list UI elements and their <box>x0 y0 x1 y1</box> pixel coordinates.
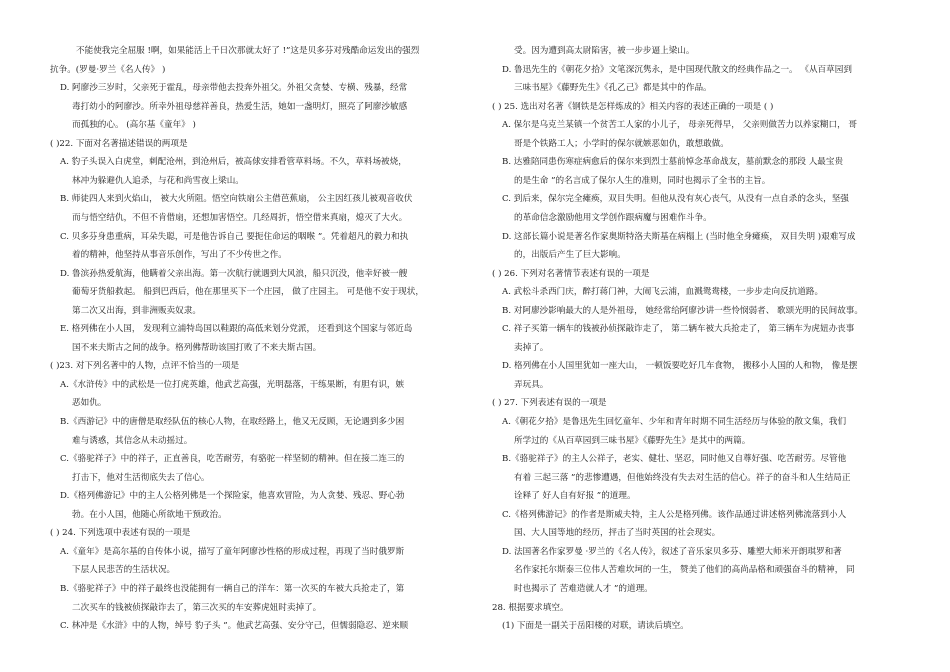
left-text-line: C. 林冲是《水浒》中的人物，绰号 豹子头 ”。他武艺高强、安分守己，但懦弱隐忍、逆来顺 <box>60 621 409 632</box>
right-text-line: D. 鲁迅先生的《朝花夕拾》文笔深沉隽永，是中国现代散文的经典作品之一。 《从百草园到 <box>502 64 852 75</box>
left-text-line: 着的精神，他坚持从事音乐创作，写出了不少传世之作。 <box>72 250 287 261</box>
right-text-line: D. 这部长篇小说是著名作家奥斯特洛夫斯基在病榻上 (当时他全身瘫痪， 双目失明 )艰难写成 <box>502 231 856 242</box>
left-text-line: 抗争。(罗曼·罗兰《名人传》 ) <box>50 64 166 75</box>
left-text-line: C.《骆驼祥子》中的祥子，正直善良，吃苦耐劳，有骆驼一样坚韧的精神。但在接二连三的 <box>60 454 405 465</box>
left-text-line: ( ) 24. 下列选项中表述有误的一项是 <box>50 528 191 539</box>
left-text-line: 下层人民悲苦的生活状况。 <box>72 565 176 576</box>
left-text-line: 国不来夫斯古之间的战争。格列佛帮助该国打败了不来夫斯古国。 <box>72 342 322 353</box>
left-text-line: C. 贝多芬身患重病，耳朵失聪，可是他告诉自己 要扼住命运的咽喉 ”。凭着超凡的毅力和执 <box>60 231 409 242</box>
right-text-line: 的是生命 ”的名言成了保尔人生的准则，同时也揭示了全书的主旨。 <box>514 175 771 186</box>
right-text-line: 所学过的《从百草园到三味书屋》《藤野先生》是其中的两篇。 <box>514 435 751 446</box>
right-text-line: ( ) 26. 下列对名著情节表述有误的一项是 <box>492 268 650 279</box>
right-text-line: 哥是个铁路工人；小学时的保尔就嫉恶如仇，敢想敢做。 <box>514 138 729 149</box>
left-text-line: 打击下，他对生活彻底失去了信心。 <box>72 472 210 483</box>
right-text-line: 国、大人国等地的经历，抨击了当时英国的社会现实。 <box>514 528 721 539</box>
right-text-line: B. 达雅陪同患伤寒症病愈后的保尔来到烈士墓前悼念革命战友，墓前默念的那段 人最宝贵 <box>502 157 844 168</box>
right-text-line: A. 保尔是乌克兰某镇一个贫苦工人家的小儿子， 母亲死得早， 父亲则做苦力以养家糊口， 哥 <box>502 120 858 131</box>
right-text-line: 的革命信念激励他用文学创作跟病魔与困难作斗争。 <box>514 212 712 223</box>
left-text-line: D. 鲁滨孙热爱航海，他瞒着父亲出海。第一次航行就遇到大风浪，船只沉没，他幸好被一艘 <box>60 268 408 279</box>
left-text-line: 毒打幼小的阿廖沙。所幸外祖母慈祥善良，热爱生活，她如一盏明灯，照亮了阿廖沙敏感 <box>72 101 408 112</box>
left-text-line: E. 格列佛在小人国， 发现利立浦特岛国以鞋跟的高低来划分党派， 还看到这个国家与邻近岛 <box>60 324 413 335</box>
left-text-line: B.《骆驼祥子》中的祥子最终也没能拥有一辆自己的洋车：第一次买的车被大兵抢走了，第 <box>60 583 405 594</box>
left-text-line: D. 阿廖沙三岁时，父亲死于霍乱，母亲带他去投奔外祖父。外祖父贪婪、专横、残暴，经常 <box>60 83 408 94</box>
left-text-line: 二次买车的钱被侦探敲诈去了，第三次买的车安葬虎妞时卖掉了。 <box>72 602 322 613</box>
right-text-line: D. 法国著名作家罗曼 ·罗兰的《名人传》，叙述了音乐家贝多芬、雕塑大师米开朗琪罗和著 <box>502 546 842 557</box>
right-text-line: ( ) 27. 下列表述有误的一项是 <box>492 398 607 409</box>
left-text-line: 难与诱惑，其信念从未动摇过。 <box>72 435 193 446</box>
left-text-line: 林冲为躲避仇人追杀，与花和尚雪夜上梁山。 <box>72 175 244 186</box>
right-text-line: C. 到后来，保尔完全瘫痪，双目失明。但他从没有灰心丧气，从没有一点自杀的念头，坚强 <box>502 194 849 205</box>
right-text-line: B. 对阿廖沙影响最大的人是外祖母， 她经常给阿廖沙讲一些怜悯弱者、 歌颂光明的民间故事。 <box>502 305 863 316</box>
right-text-line: 名作家托尔斯泰三位伟人苦难坎坷的一生， 赞美了他们的高尚品格和顽强奋斗的精神， 同 <box>514 565 855 576</box>
right-text-line: A.《朝花夕拾》是鲁迅先生回忆童年、少年和青年时期不同生活经历与体验的散文集，我们 <box>502 417 847 427</box>
left-text-line: 不能使我完全屈服 !啊，如果能活上千日次那就太好了 !”这是贝多芬对残酷命运发出的强烈 <box>76 46 420 56</box>
left-text-line: 葡萄牙货船救起。 船到巴西后，他在那里买下一个庄园， 做了庄园主。 可是他不安于现状， <box>72 287 424 298</box>
right-text-line: C.《格列佛游记》的作者是斯威夫特，主人公是格列佛。该作品通过讲述格列佛流落到小人 <box>502 509 847 520</box>
right-text-line: 时也揭示了 苦难造就人才 ”的道理。 <box>514 583 653 594</box>
right-text-line: 28. 根据要求填空。 <box>492 602 569 613</box>
left-text-line: A. 豹子头误入白虎堂，刺配沧州，到沧州后，被高俅安排看管草料场。不久，草料场被烧， <box>60 157 407 168</box>
right-text-line: 弄玩具。 <box>514 379 549 390</box>
left-text-line: 第二次又出海，到非洲贩卖奴隶。 <box>72 305 201 316</box>
left-text-line: A.《童年》是高尔基的自传体小说，描写了童年阿廖沙性格的形成过程，再现了当时俄罗斯 <box>60 546 405 557</box>
right-text-line: D. 格列佛在小人国里犹如一座大山， 一顿饭要吃好几车食物， 搬移小人国的人和物， 像是摆 <box>502 361 858 372</box>
right-text-line: 卖掉了。 <box>514 342 549 353</box>
right-text-line: 有着 三起三落 ”的悲惨遭遇，但他始终没有失去对生活的信心。祥子的奋斗和人生结局正 <box>514 472 851 483</box>
right-text-line: 的，出版后产生了巨大影响。 <box>514 250 626 261</box>
left-text-line: ( )23. 对下列名著中的人物，点评不恰当的一项是 <box>50 361 240 372</box>
right-text-line: 诠释了 好人自有好报 ”的道理。 <box>514 491 636 502</box>
right-text-line: 三味书屋》《藤野先生》《孔乙己》都是其中的作品。 <box>514 83 712 94</box>
left-text-line: B.《西游记》中的唐僧是取经队伍的核心人物，在取经路上，他又无反顾，无论遇到多少困 <box>60 417 405 427</box>
left-text-line: 勃。在小人国，他随心所欲地干预政治。 <box>72 509 227 520</box>
left-text-line: 而与悟空结仇，不但不肯借扇，还想加害悟空。几经周折，悟空借来真扇，熄灭了大火。 <box>72 212 408 223</box>
right-text-line: (1) 下面是一副关于岳阳楼的对联，请读后填空。 <box>502 621 689 632</box>
left-text-line: 而孤独的心。 (高尔基《童年》 ) <box>72 120 196 131</box>
left-text-line: D.《格列佛游记》中的主人公格列佛是一个探险家，他喜欢冒险，为人贪婪、残忍、野心勃 <box>60 491 405 502</box>
left-text-line: A.《水浒传》中的武松是一位打虎英雄，他武艺高强，光明磊落，干练果断，有胆有识，嫉 <box>60 379 405 390</box>
right-text-line: B.《骆驼祥子》的主人公祥子，老实、健壮、坚忍，同时他又自尊好强、吃苦耐劳。尽管他 <box>502 454 847 465</box>
left-text-line: 恶如仇。 <box>72 398 107 409</box>
right-text-line: 受。因为遭到高太尉陷害，被一步步逼上梁山。 <box>514 46 695 56</box>
left-text-line: B. 师徒四人来到火焰山， 被大火所阻。悟空向铁扇公主借芭蕉扇， 公主因红孩儿被观音收伏 <box>60 194 413 205</box>
right-text-line: C. 祥子买第一辆车的钱被孙侦探敲诈走了， 第二辆车被大兵抢走了， 第三辆车为虎妞办丧事 <box>502 324 855 335</box>
right-text-line: ( ) 25. 选出对名著《钢铁是怎样炼成的》相关内容的表述正确的一项是 ( ) <box>492 101 774 112</box>
right-text-line: A. 武松斗杀西门庆，醉打蒋门神，大闹飞云浦，血溅鸳鸯楼，一步步走向反抗道路。 <box>502 287 824 298</box>
left-text-line: ( )22. 下面对名著描述错误的两项是 <box>50 138 188 149</box>
